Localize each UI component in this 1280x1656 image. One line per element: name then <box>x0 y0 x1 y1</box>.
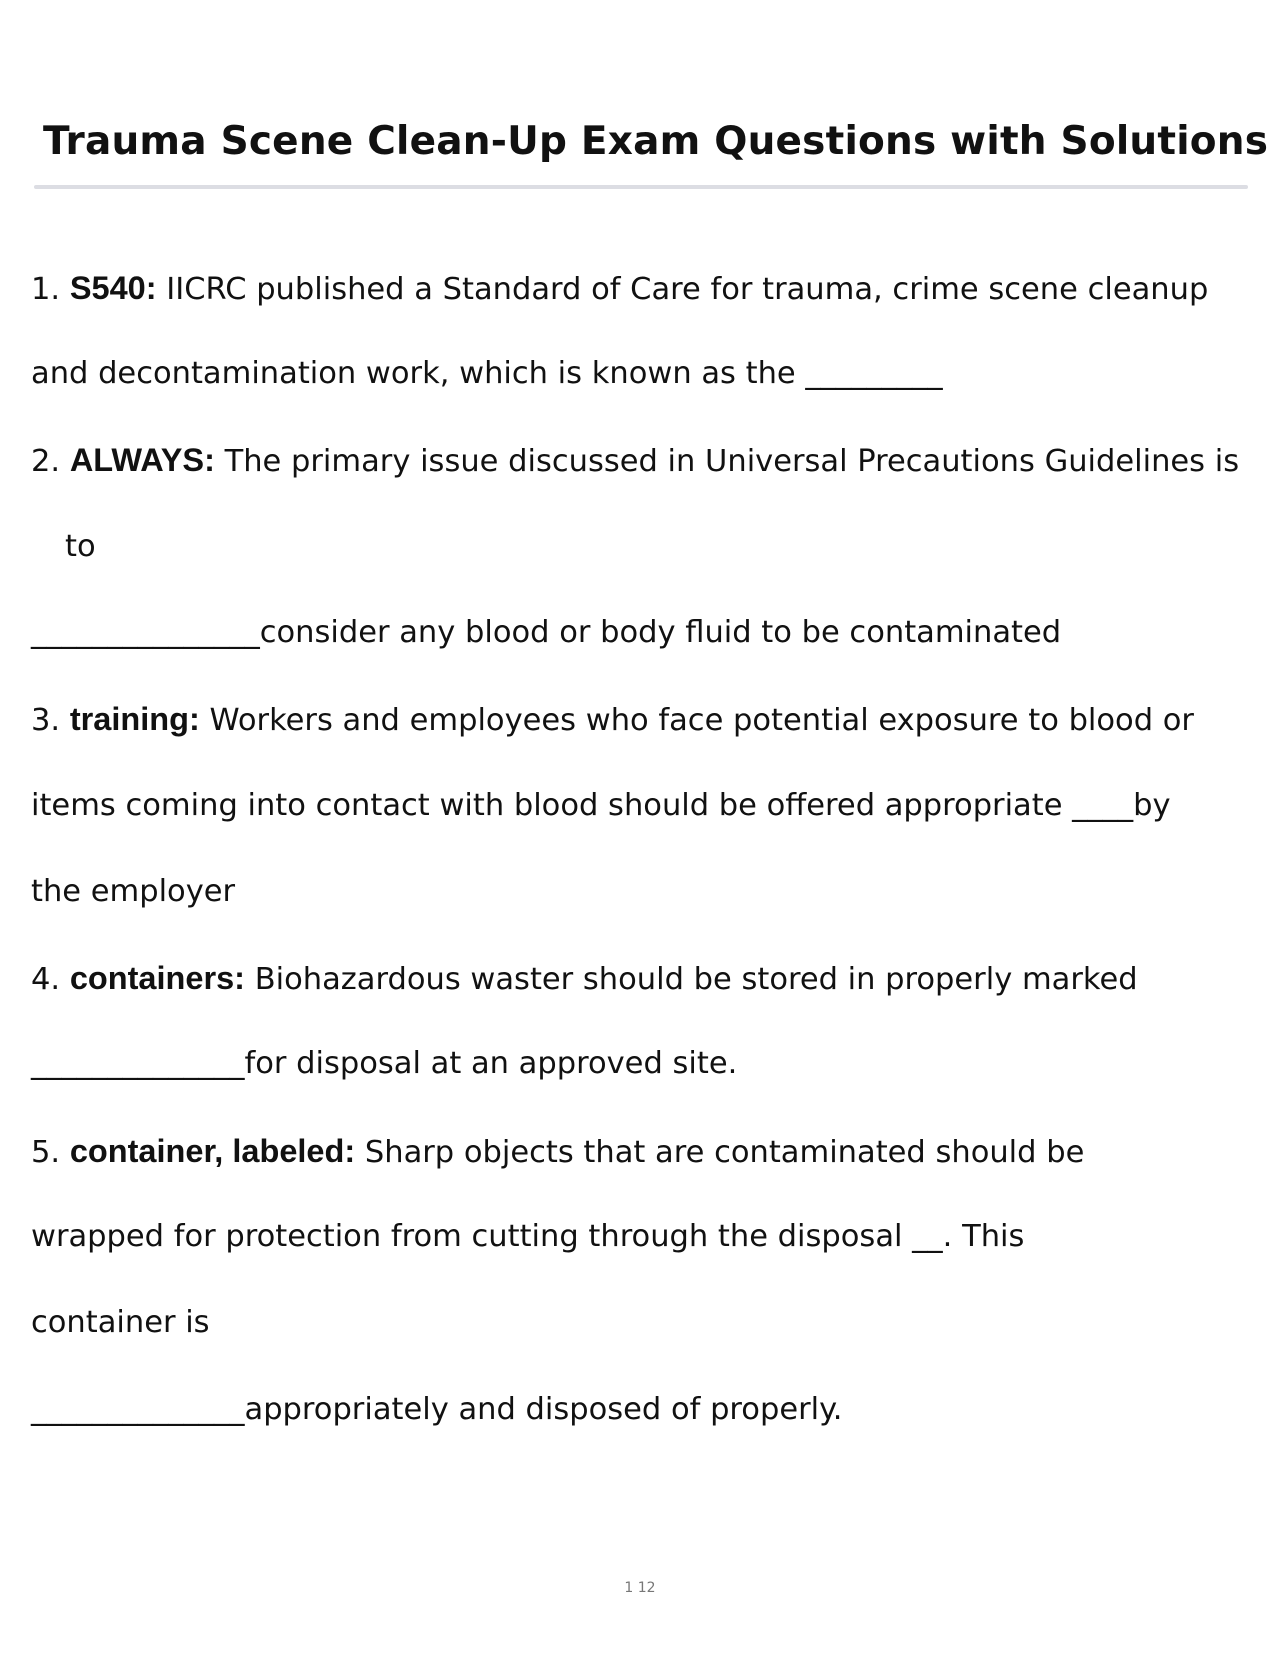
answer-term: S540: <box>69 270 157 306</box>
question-text: container is <box>31 1305 210 1340</box>
question-text: items coming into contact with blood should be offered appropriate ____by <box>31 788 1171 823</box>
page-title: Trauma Scene Clean-Up Exam Questions with Solutions <box>43 119 1269 164</box>
question-text: Biohazardous waster should be stored in properly marked <box>254 962 1138 997</box>
question-text: IICRC published a Standard of Care for trauma, crime scene cleanup <box>166 272 1209 307</box>
question-2-line-1 <box>31 440 1239 482</box>
question-4-line-2 <box>31 1044 737 1084</box>
question-text: wrapped for protection from cutting through the disposal __. This <box>31 1219 1025 1254</box>
answer-term: ALWAYS: <box>69 442 215 478</box>
question-text: the employer <box>31 874 236 909</box>
question-text: ______________for disposal at an approved site. <box>31 1046 738 1081</box>
question-text: ______________appropriately and disposed of properly. <box>31 1392 843 1427</box>
question-3-line-1 <box>31 699 1194 741</box>
question-3-line-2 <box>31 786 1171 826</box>
question-5-line-4 <box>31 1390 843 1430</box>
question-text: The primary issue discussed in Universal Precautions Guidelines is <box>224 444 1240 479</box>
question-number: 5. <box>31 1135 61 1170</box>
question-1-line-1 <box>31 268 1208 310</box>
question-number: 4. <box>31 962 61 997</box>
question-1-line-2 <box>31 354 943 394</box>
answer-term: container, labeled: <box>69 1133 356 1169</box>
question-2-line-2 <box>65 527 96 567</box>
question-text: and decontamination work, which is known as the _________ <box>31 356 943 391</box>
question-4-line-1 <box>31 958 1138 1000</box>
question-text: Workers and employees who face potential exposure to blood or <box>209 703 1194 738</box>
question-5-line-2 <box>31 1217 1024 1257</box>
question-5-line-1 <box>31 1131 1084 1173</box>
question-number: 1. <box>31 272 61 307</box>
question-number: 2. <box>31 444 61 479</box>
question-3-line-3 <box>31 872 235 912</box>
question-text: to <box>65 529 96 564</box>
answer-term: training: <box>69 701 200 737</box>
question-5-line-3 <box>31 1303 210 1343</box>
page-indicator: 1 12 <box>624 1580 656 1596</box>
answer-term: containers: <box>69 960 245 996</box>
question-number: 3. <box>31 703 61 738</box>
question-2-line-3 <box>31 613 1061 653</box>
question-text: _______________consider any blood or body fluid to be contaminated <box>31 615 1062 650</box>
title-divider <box>34 185 1248 189</box>
question-text: Sharp objects that are contaminated should be <box>364 1135 1085 1170</box>
